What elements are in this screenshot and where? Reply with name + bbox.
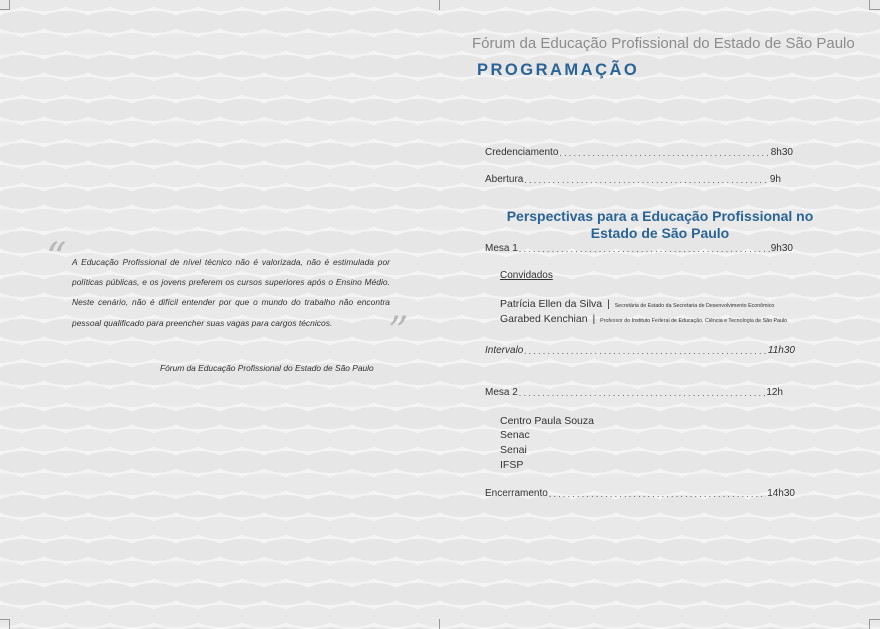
schedule-row-encerramento: [485, 488, 795, 499]
section-title: Perspectivas para a Educação Profissional no Estado de São Paulo: [506, 208, 814, 241]
close-quote-icon: ”: [388, 309, 409, 355]
institution-item: IFSP: [500, 459, 524, 471]
guest-item: [500, 313, 787, 325]
crop-mark: [0, 9, 10, 10]
schedule-row-mesa1: [485, 243, 793, 254]
schedule-row-mesa2: [485, 387, 783, 398]
institution-item: Centro Paula Souza: [500, 415, 594, 427]
guest-name: Garabed Kenchian: [500, 313, 588, 325]
row-label: Mesa 1: [485, 243, 518, 254]
convidados-label: Convidados: [500, 270, 553, 281]
quote-block: [72, 252, 390, 333]
guest-separator: |: [592, 313, 596, 325]
row-time: 14h30: [767, 488, 795, 499]
crop-mark: [9, 619, 10, 629]
quote-source: Fórum da Educação Profissional do Estado de São Paulo: [160, 363, 374, 373]
leader-dots: [559, 148, 769, 158]
crop-mark: [870, 9, 880, 10]
guest-role: Professor do Instituto Federal de Educação, Ciência e Tecnologia de São Paulo: [600, 318, 788, 324]
guest-item: [500, 298, 774, 310]
row-time: 11h30: [767, 345, 795, 356]
leader-dots: [519, 388, 766, 398]
institution-item: Senai: [500, 444, 527, 456]
guest-role: Secretária de Estado da Secretaria de Desenvolvimento Econômico: [614, 303, 775, 309]
leader-dots: [524, 175, 769, 185]
institution-item: Senac: [500, 429, 530, 441]
schedule-row-abertura: [485, 174, 781, 185]
row-label: Credenciamento: [485, 147, 559, 158]
row-label: Intervalo: [485, 345, 524, 356]
schedule-row-intervalo: [485, 345, 795, 356]
leader-dots: [549, 489, 766, 499]
row-label: Encerramento: [485, 488, 548, 499]
guest-name: Patrícia Ellen da Silva: [500, 298, 603, 310]
leader-dots: [519, 244, 770, 254]
crop-mark: [439, 0, 440, 10]
guest-separator: |: [607, 298, 610, 310]
quote-text: A Educação Profissional de nível técnico não é valorizada, não é estimulada por políticas públicas, e os jovens preferem os cursos superiores após o Ensino Médio. Neste cenário, não é difícil entender por que o mundo do trabalho não encontra pessoal qualificado para preencher suas vagas para cargos técnicos.: [72, 257, 390, 328]
forum-title: Fórum da Educação Profissional do Estado de São Paulo: [472, 35, 855, 52]
crop-mark: [0, 619, 10, 620]
row-time: 8h30: [770, 147, 793, 158]
row-label: Mesa 2: [485, 387, 518, 398]
programacao-title: PROGRAMAÇÃO: [477, 61, 640, 79]
crop-mark: [870, 619, 880, 620]
crop-mark: [869, 619, 870, 629]
row-time: 9h: [769, 174, 781, 185]
leader-dots: [524, 346, 767, 356]
row-label: Abertura: [485, 174, 524, 185]
open-quote-icon: “: [46, 235, 67, 281]
row-time: 12h: [766, 387, 783, 398]
crop-mark: [439, 619, 440, 629]
schedule-row-credenciamento: [485, 147, 793, 158]
row-time: 9h30: [770, 243, 793, 254]
